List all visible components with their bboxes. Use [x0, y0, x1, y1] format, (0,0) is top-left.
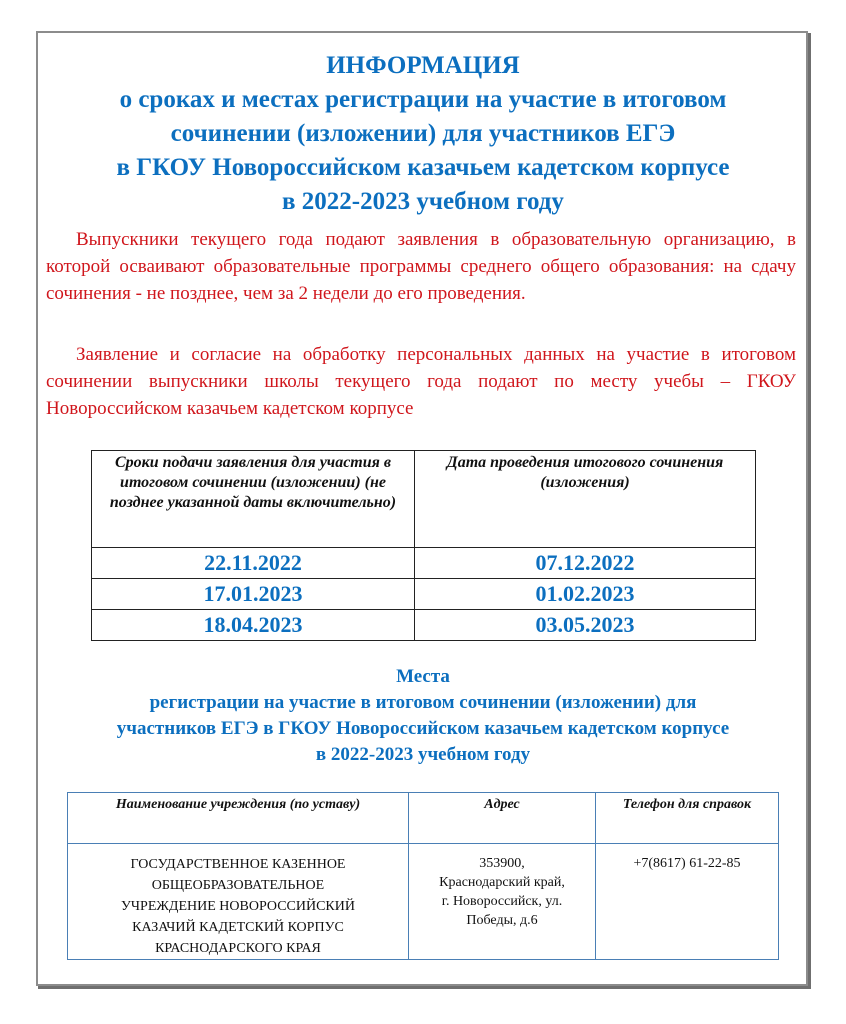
header-exam-date: Дата проведения итогового сочинения (изложения)	[415, 451, 756, 548]
title-line: ИНФОРМАЦИЯ	[326, 52, 520, 79]
places-title	[40, 664, 806, 768]
header-institution: Наименование учреждения (по уставу)	[68, 793, 409, 844]
header-phone: Телефон для справок	[596, 793, 779, 844]
deadline-cell: 22.11.2022	[92, 548, 415, 579]
org-line: ОБЩЕОБРАЗОВАТЕЛЬНОЕ	[151, 878, 325, 893]
paragraph-graduates: Выпускники текущего года подают заявления в образовательную организацию, в которой осваивают образовательные программы среднего общего образования: на сдачу сочинения - не позднее, чем за 2 недели до его проведения.	[46, 229, 796, 304]
places-title-line: в 2022-2023 учебном году	[315, 744, 531, 765]
org-line: КРАСНОДАРСКОГО КРАЯ	[155, 941, 321, 956]
header-deadline: Сроки подачи заявления для участия в итоговом сочинении (изложении) (не позднее указанной даты включительно)	[92, 451, 415, 548]
deadline-cell: 17.01.2023	[92, 579, 415, 610]
header-address: Адрес	[409, 793, 596, 844]
frame-shadow-right	[808, 33, 811, 989]
org-line: УЧРЕЖДЕНИЕ НОВОРОССИЙСКИЙ	[121, 899, 355, 914]
title-line: о сроках и местах регистрации на участие в итоговом	[119, 86, 727, 113]
dates-table	[91, 450, 756, 641]
places-table	[67, 792, 779, 960]
title-line: в 2022-2023 учебном году	[282, 188, 564, 215]
exam-date-cell: 03.05.2023	[415, 610, 756, 641]
address-cell	[409, 844, 596, 960]
table-row	[92, 610, 756, 641]
org-line: КАЗАЧИЙ КАДЕТСКИЙ КОРПУС	[132, 920, 344, 935]
org-line: ГОСУДАРСТВЕННОЕ КАЗЕННОЕ	[130, 857, 346, 872]
paragraph-consent: Заявление и согласие на обработку персональных данных на участие в итоговом сочинении выпускники школы текущего года подают по месту учебы – ГКОУ Новороссийском казачьем кадетском корпусе	[46, 344, 796, 419]
table-header-row	[68, 793, 779, 844]
phone-cell: +7(8617) 61-22-85	[596, 844, 779, 960]
address-line: г. Новороссийск, ул.	[441, 894, 563, 909]
deadline-cell: 18.04.2023	[92, 610, 415, 641]
table-row	[92, 548, 756, 579]
table-row	[92, 579, 756, 610]
title-line: сочинении (изложении) для участников ЕГЭ	[170, 120, 676, 147]
exam-date-cell: 01.02.2023	[415, 579, 756, 610]
table-row	[68, 844, 779, 960]
places-title-line: участников ЕГЭ в ГКОУ Новороссийском казачьем кадетском корпусе	[116, 718, 730, 739]
address-line: 353900,	[479, 856, 525, 871]
title-line: в ГКОУ Новороссийском казачьем кадетском корпусе	[116, 154, 730, 181]
institution-name-cell	[68, 844, 409, 960]
table-header-row	[92, 451, 756, 548]
places-title-line: регистрации на участие в итоговом сочинении (изложении) для	[149, 692, 697, 713]
address-line: Краснодарский край,	[439, 875, 565, 890]
frame-shadow-bottom	[38, 986, 810, 989]
exam-date-cell: 07.12.2022	[415, 548, 756, 579]
document-title	[40, 49, 806, 219]
places-title-line: Места	[396, 666, 450, 687]
address-line: Победы, д.6	[466, 913, 538, 928]
